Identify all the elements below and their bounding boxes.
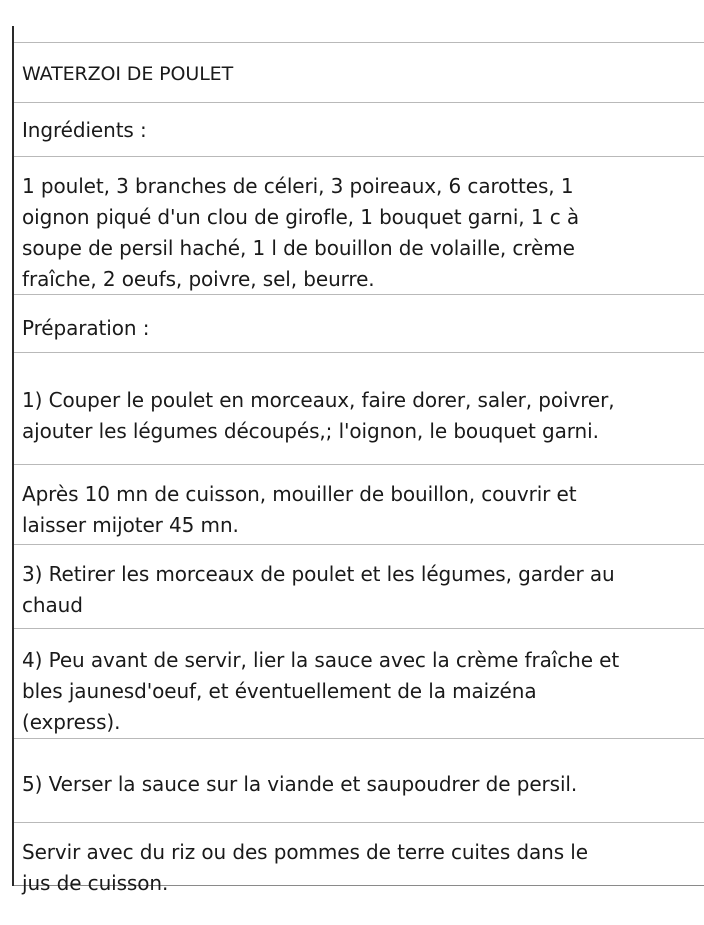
step-line: 3) Retirer les morceaux de poulet et les légumes, garder au	[22, 562, 615, 586]
step-row-5	[14, 738, 704, 824]
step-line: jus de cuisson.	[22, 871, 169, 895]
step-line: laisser mijoter 45 mn.	[22, 513, 239, 537]
step-line: 5) Verser la sauce sur la viande et saupoudrer de persil.	[22, 772, 578, 796]
ingredients-row	[14, 156, 704, 296]
preparation-label-row	[14, 294, 704, 352]
step-line: 4) Peu avant de servir, lier la sauce avec la crème fraîche et	[22, 648, 620, 672]
step-row-4	[14, 628, 704, 740]
ingredients-line: soupe de persil haché, 1 l de bouillon de volaille, crème	[22, 236, 575, 260]
ingredients-line: fraîche, 2 oeufs, poivre, sel, beurre.	[22, 267, 375, 291]
serving-row	[14, 822, 704, 895]
recipe-title: WATERZOI DE POULET	[22, 63, 234, 85]
step-line: (express).	[22, 710, 121, 734]
step-line: ajouter les légumes découpés,; l'oignon, le bouquet garni.	[22, 419, 599, 443]
recipe-table	[12, 26, 704, 895]
preparation-label: Préparation :	[22, 316, 150, 340]
recipe-title-row	[14, 42, 704, 102]
step-line: Servir avec du riz ou des pommes de terre cuites dans le	[22, 840, 588, 864]
step-line: chaud	[22, 593, 83, 617]
step-line: 1) Couper le poulet en morceaux, faire dorer, saler, poivrer,	[22, 388, 615, 412]
step-line: Après 10 mn de cuisson, mouiller de bouillon, couvrir et	[22, 482, 577, 506]
ingredients-line: oignon piqué d'un clou de girofle, 1 bouquet garni, 1 c à	[22, 205, 580, 229]
step-row-3	[14, 544, 704, 628]
step-line: bles jaunesd'oeuf, et éventuellement de la maizéna	[22, 679, 537, 703]
ingredients-label: Ingrédients :	[22, 118, 147, 142]
ingredients-label-row	[14, 102, 704, 158]
step-row-2	[14, 464, 704, 546]
ingredients-line: 1 poulet, 3 branches de céleri, 3 poireaux, 6 carottes, 1	[22, 174, 574, 198]
step-row-1	[14, 352, 704, 464]
